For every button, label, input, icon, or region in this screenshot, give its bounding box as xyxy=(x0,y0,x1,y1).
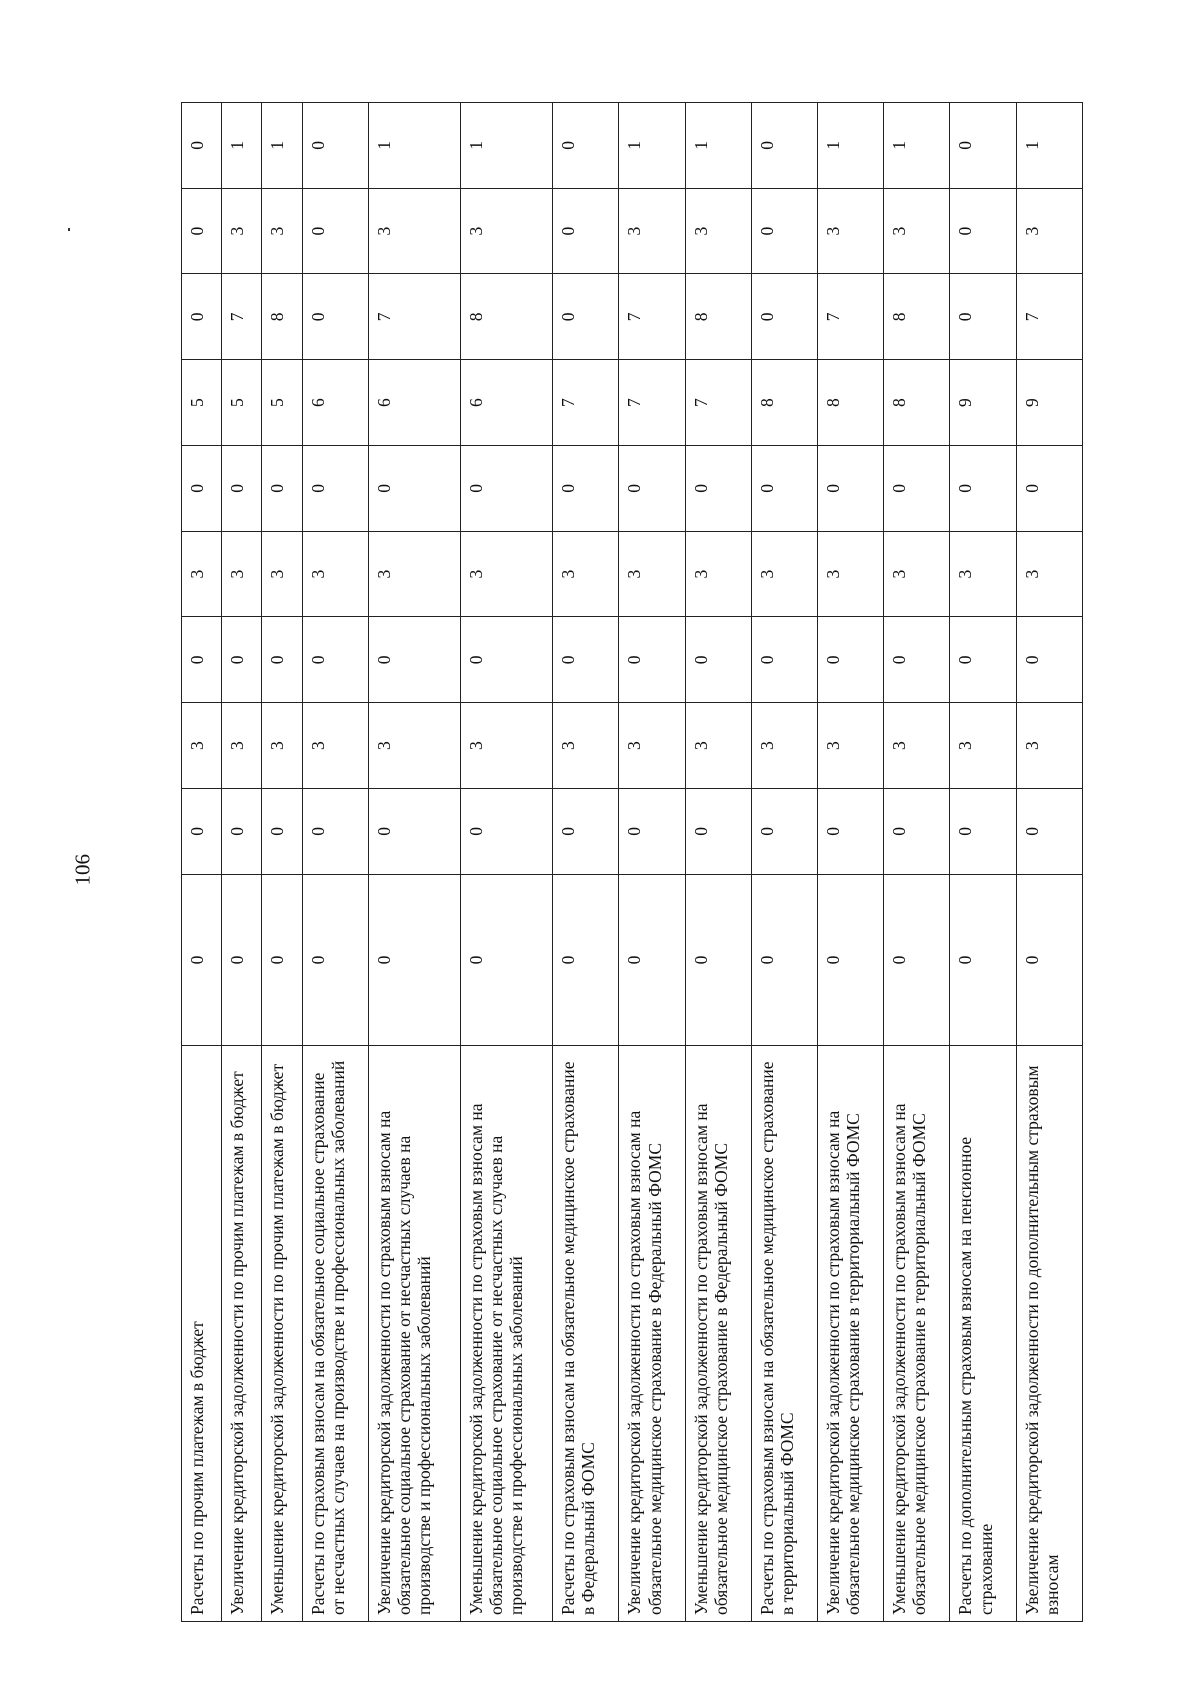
code-cell: 3 xyxy=(884,188,950,274)
code-cell: 0 xyxy=(950,446,1016,532)
table-row xyxy=(182,103,222,1622)
code-cell: 0 xyxy=(950,789,1016,875)
code-cell: 7 xyxy=(1016,274,1082,360)
code-cell: 0 xyxy=(751,274,817,360)
code-cell: 3 xyxy=(818,531,884,617)
code-cell: 0 xyxy=(182,617,222,703)
code-cell: 0 xyxy=(884,446,950,532)
code-cell: 0 xyxy=(751,789,817,875)
page-number: 106 xyxy=(70,854,95,886)
code-cell: 0 xyxy=(751,446,817,532)
code-cell: 0 xyxy=(619,789,685,875)
code-cell: 7 xyxy=(619,274,685,360)
row-description: Расчеты по страховым взносам на обязательное социальное страхование от несчастных случаев на производстве и профессиональных заболеваний xyxy=(302,1046,368,1622)
code-cell: 3 xyxy=(1016,188,1082,274)
code-cell: 7 xyxy=(685,360,751,446)
code-cell: 1 xyxy=(619,103,685,189)
code-cell: 0 xyxy=(368,446,460,532)
code-cell: 8 xyxy=(884,274,950,360)
code-cell: 0 xyxy=(818,789,884,875)
table-row xyxy=(751,103,817,1622)
code-cell: 1 xyxy=(818,103,884,189)
code-cell: 9 xyxy=(950,360,1016,446)
code-cell: 6 xyxy=(368,360,460,446)
table-row xyxy=(461,103,553,1622)
code-cell: 1 xyxy=(461,103,553,189)
code-cell: 0 xyxy=(182,103,222,189)
code-cell: 0 xyxy=(751,103,817,189)
code-cell: 0 xyxy=(222,617,262,703)
code-cell: 0 xyxy=(619,874,685,1046)
code-cell: 3 xyxy=(262,703,302,789)
code-cell: 0 xyxy=(302,789,368,875)
code-cell: 3 xyxy=(461,188,553,274)
code-cell: 0 xyxy=(368,789,460,875)
table-row xyxy=(368,103,460,1622)
code-cell: 0 xyxy=(818,446,884,532)
code-cell: 0 xyxy=(553,188,619,274)
row-description: Расчеты по дополнительным страховым взносам на пенсионное страхование xyxy=(950,1046,1016,1622)
code-cell: 3 xyxy=(884,531,950,617)
code-cell: 3 xyxy=(619,703,685,789)
code-cell: 0 xyxy=(182,274,222,360)
code-cell: 0 xyxy=(302,446,368,532)
table-body xyxy=(182,103,1083,1622)
code-cell: 7 xyxy=(818,274,884,360)
code-cell: 0 xyxy=(302,188,368,274)
row-description: Уменьшение кредиторской задолженности по прочим платежам в бюджет xyxy=(262,1046,302,1622)
code-cell: 0 xyxy=(302,103,368,189)
code-cell: 0 xyxy=(222,874,262,1046)
table-row xyxy=(262,103,302,1622)
code-cell: 0 xyxy=(302,274,368,360)
code-cell: 0 xyxy=(182,446,222,532)
code-cell: 3 xyxy=(619,531,685,617)
code-cell: 3 xyxy=(884,703,950,789)
code-cell: 3 xyxy=(1016,531,1082,617)
code-cell: 7 xyxy=(222,274,262,360)
code-cell: 0 xyxy=(685,789,751,875)
code-cell: 3 xyxy=(368,531,460,617)
accounts-table xyxy=(181,102,1083,1622)
code-cell: 3 xyxy=(461,531,553,617)
code-cell: 0 xyxy=(262,446,302,532)
code-cell: 0 xyxy=(182,789,222,875)
code-cell: 0 xyxy=(1016,874,1082,1046)
row-description: Увеличение кредиторской задолженности по страховым взносам на обязательное медицинское страхование в территориальный ФОМС xyxy=(818,1046,884,1622)
code-cell: 3 xyxy=(262,531,302,617)
code-cell: 0 xyxy=(222,789,262,875)
code-cell: 0 xyxy=(262,789,302,875)
code-cell: 3 xyxy=(262,188,302,274)
code-cell: 9 xyxy=(1016,360,1082,446)
code-cell: 0 xyxy=(461,874,553,1046)
code-cell: 0 xyxy=(553,617,619,703)
code-cell: 0 xyxy=(182,874,222,1046)
code-cell: 0 xyxy=(368,617,460,703)
code-cell: 3 xyxy=(950,703,1016,789)
code-cell: 0 xyxy=(1016,446,1082,532)
code-cell: 0 xyxy=(553,274,619,360)
row-description: Увеличение кредиторской задолженности по страховым взносам на обязательное медицинское страхование в Федеральный ФОМС xyxy=(619,1046,685,1622)
code-cell: 3 xyxy=(222,188,262,274)
scan-speck xyxy=(68,228,70,231)
code-cell: 8 xyxy=(751,360,817,446)
code-cell: 0 xyxy=(818,874,884,1046)
code-cell: 0 xyxy=(950,188,1016,274)
code-cell: 0 xyxy=(553,789,619,875)
code-cell: 8 xyxy=(685,274,751,360)
code-cell: 8 xyxy=(262,274,302,360)
code-cell: 0 xyxy=(461,446,553,532)
code-cell: 8 xyxy=(461,274,553,360)
table-row xyxy=(1016,103,1082,1622)
code-cell: 3 xyxy=(222,531,262,617)
code-cell: 7 xyxy=(553,360,619,446)
code-cell: 0 xyxy=(884,789,950,875)
rotated-table-container xyxy=(181,102,1083,1622)
row-description: Расчеты по страховым взносам на обязательное медицинское страхование в территориальный ФОМС xyxy=(751,1046,817,1622)
code-cell: 0 xyxy=(685,617,751,703)
code-cell: 6 xyxy=(302,360,368,446)
code-cell: 3 xyxy=(553,703,619,789)
code-cell: 1 xyxy=(685,103,751,189)
code-cell: 0 xyxy=(950,617,1016,703)
code-cell: 6 xyxy=(461,360,553,446)
row-description: Уменьшение кредиторской задолженности по страховым взносам на обязательное социальное страхование от несчастных случаев на производстве и профессиональных заболеваний xyxy=(461,1046,553,1622)
code-cell: 3 xyxy=(182,531,222,617)
code-cell: 3 xyxy=(818,703,884,789)
code-cell: 3 xyxy=(751,531,817,617)
row-description: Расчеты по прочим платежам в бюджет xyxy=(182,1046,222,1622)
code-cell: 0 xyxy=(884,874,950,1046)
row-description: Уменьшение кредиторской задолженности по страховым взносам на обязательное медицинское страхование в территориальный ФОМС xyxy=(884,1046,950,1622)
code-cell: 5 xyxy=(262,360,302,446)
code-cell: 0 xyxy=(368,874,460,1046)
code-cell: 3 xyxy=(461,703,553,789)
row-description: Увеличение кредиторской задолженности по страховым взносам на обязательное социальное страхование от несчастных случаев на производстве и профессиональных заболеваний xyxy=(368,1046,460,1622)
code-cell: 5 xyxy=(182,360,222,446)
row-description: Уменьшение кредиторской задолженности по страховым взносам на обязательное медицинское страхование в Федеральный ФОМС xyxy=(685,1046,751,1622)
code-cell: 3 xyxy=(182,703,222,789)
code-cell: 3 xyxy=(368,703,460,789)
code-cell: 1 xyxy=(222,103,262,189)
code-cell: 3 xyxy=(368,188,460,274)
table-row xyxy=(950,103,1016,1622)
code-cell: 1 xyxy=(262,103,302,189)
row-description: Увеличение кредиторской задолженности по дополнительным страховым взносам xyxy=(1016,1046,1082,1622)
code-cell: 0 xyxy=(884,617,950,703)
code-cell: 5 xyxy=(222,360,262,446)
code-cell: 0 xyxy=(461,617,553,703)
code-cell: 0 xyxy=(222,446,262,532)
code-cell: 3 xyxy=(685,703,751,789)
code-cell: 0 xyxy=(619,617,685,703)
table-row xyxy=(222,103,262,1622)
code-cell: 0 xyxy=(1016,617,1082,703)
table-row xyxy=(685,103,751,1622)
code-cell: 0 xyxy=(950,274,1016,360)
code-cell: 3 xyxy=(950,531,1016,617)
table-row xyxy=(884,103,950,1622)
code-cell: 0 xyxy=(1016,789,1082,875)
code-cell: 3 xyxy=(553,531,619,617)
code-cell: 8 xyxy=(884,360,950,446)
code-cell: 0 xyxy=(751,874,817,1046)
code-cell: 3 xyxy=(302,531,368,617)
code-cell: 1 xyxy=(368,103,460,189)
rotated-table-frame xyxy=(181,102,1083,1622)
code-cell: 3 xyxy=(619,188,685,274)
code-cell: 3 xyxy=(685,188,751,274)
code-cell: 3 xyxy=(751,703,817,789)
code-cell: 0 xyxy=(751,188,817,274)
code-cell: 0 xyxy=(461,789,553,875)
code-cell: 0 xyxy=(302,617,368,703)
code-cell: 3 xyxy=(222,703,262,789)
code-cell: 0 xyxy=(302,874,368,1046)
row-description: Расчеты по страховым взносам на обязательное медицинское страхование в Федеральный ФОМС xyxy=(553,1046,619,1622)
code-cell: 7 xyxy=(368,274,460,360)
code-cell: 8 xyxy=(818,360,884,446)
table-row xyxy=(302,103,368,1622)
code-cell: 0 xyxy=(685,874,751,1046)
code-cell: 7 xyxy=(619,360,685,446)
code-cell: 3 xyxy=(1016,703,1082,789)
code-cell: 1 xyxy=(884,103,950,189)
code-cell: 0 xyxy=(950,874,1016,1046)
code-cell: 0 xyxy=(950,103,1016,189)
table-row xyxy=(619,103,685,1622)
code-cell: 0 xyxy=(751,617,817,703)
table-row xyxy=(818,103,884,1622)
code-cell: 0 xyxy=(619,446,685,532)
code-cell: 1 xyxy=(1016,103,1082,189)
code-cell: 0 xyxy=(553,103,619,189)
code-cell: 3 xyxy=(818,188,884,274)
table-row xyxy=(553,103,619,1622)
code-cell: 3 xyxy=(685,531,751,617)
code-cell: 0 xyxy=(818,617,884,703)
code-cell: 0 xyxy=(553,446,619,532)
code-cell: 0 xyxy=(262,874,302,1046)
code-cell: 0 xyxy=(182,188,222,274)
row-description: Увеличение кредиторской задолженности по прочим платежам в бюджет xyxy=(222,1046,262,1622)
code-cell: 0 xyxy=(685,446,751,532)
code-cell: 3 xyxy=(302,703,368,789)
code-cell: 0 xyxy=(262,617,302,703)
code-cell: 0 xyxy=(553,874,619,1046)
